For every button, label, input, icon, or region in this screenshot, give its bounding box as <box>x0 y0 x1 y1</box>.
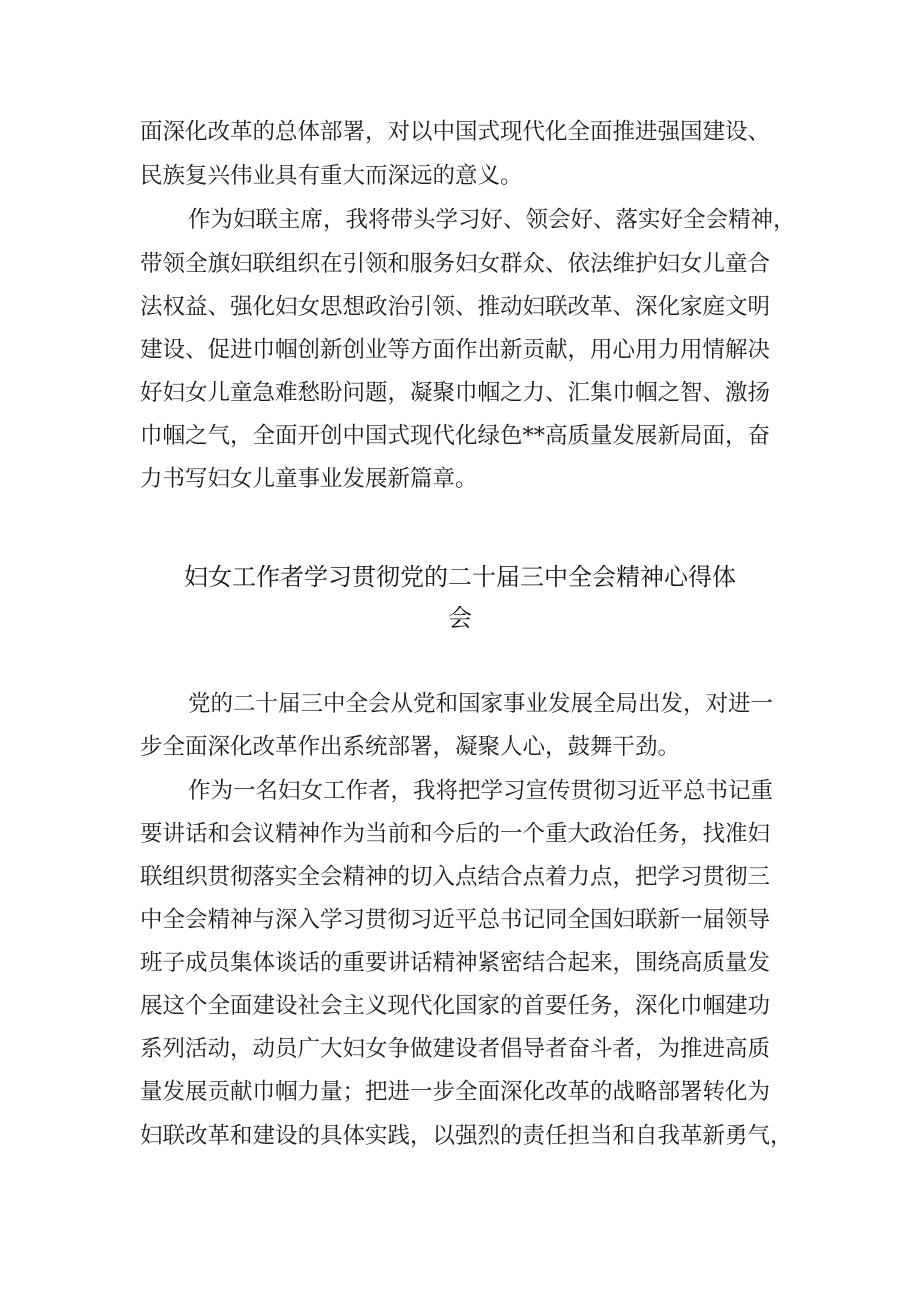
article-title-line-1: 妇女工作者学习贯彻党的二十届三中全会精神心得体 <box>184 563 736 591</box>
text-line: 好妇女儿童急难愁盼问题，凝聚巾帼之力、汇集巾帼之智、激扬 <box>140 380 771 406</box>
text-line: 联组织贯彻落实全会精神的切入点结合点着力点，把学习贯彻三 <box>140 864 771 890</box>
text-line: 建设、促进巾帼创新创业等方面作出新贡献，用心用力用情解决 <box>140 337 771 363</box>
text-line: 力书写妇女儿童事业发展新篇章。 <box>140 466 478 492</box>
text-line: 班子成员集体谈话的重要讲话精神紧密结合起来，围绕高质量发 <box>140 950 771 976</box>
text-line: 要讲话和会议精神作为当前和今后的一个重大政治任务，找准妇 <box>140 821 771 847</box>
text-line: 法权益、强化妇女思想政治引领、推动妇联改革、深化家庭文明 <box>140 294 771 320</box>
paragraph-start-line: 作为一名妇女工作者，我将把学习宣传贯彻习近平总书记重 <box>188 778 774 804</box>
text-line: 系列活动，动员广大妇女争做建设者倡导者奋斗者，为推进高质 <box>140 1036 771 1062</box>
paragraph-start-line: 党的二十届三中全会从党和国家事业发展全局出发，对进一 <box>188 691 774 717</box>
text-line: 妇联改革和建设的具体实践，以强烈的责任担当和自我革新勇气， <box>140 1123 793 1149</box>
text-line: 面深化改革的总体部署，对以中国式现代化全面推进强国建设、 <box>140 119 771 145</box>
article-title-line-2: 会 <box>448 604 472 632</box>
text-line: 中全会精神与深入学习贯彻习近平总书记同全国妇联新一届领导 <box>140 907 771 933</box>
paragraph-start-line: 作为妇联主席，我将带头学习好、领会好、落实好全会精神， <box>188 207 796 233</box>
text-line: 步全面深化改革作出系统部署，凝聚人心，鼓舞干劲。 <box>140 734 681 760</box>
text-line: 巾帼之气，全面开创中国式现代化绿色**高质量发展新局面，奋 <box>140 423 771 449</box>
text-line: 带领全旗妇联组织在引领和服务妇女群众、依法维护妇女儿童合 <box>140 251 771 277</box>
text-line: 量发展贡献巾帼力量；把进一步全面深化改革的战略部署转化为 <box>140 1079 771 1105</box>
text-line: 民族复兴伟业具有重大而深远的意义。 <box>140 163 523 189</box>
text-line: 展这个全面建设社会主义现代化国家的首要任务，深化巾帼建功 <box>140 993 771 1019</box>
